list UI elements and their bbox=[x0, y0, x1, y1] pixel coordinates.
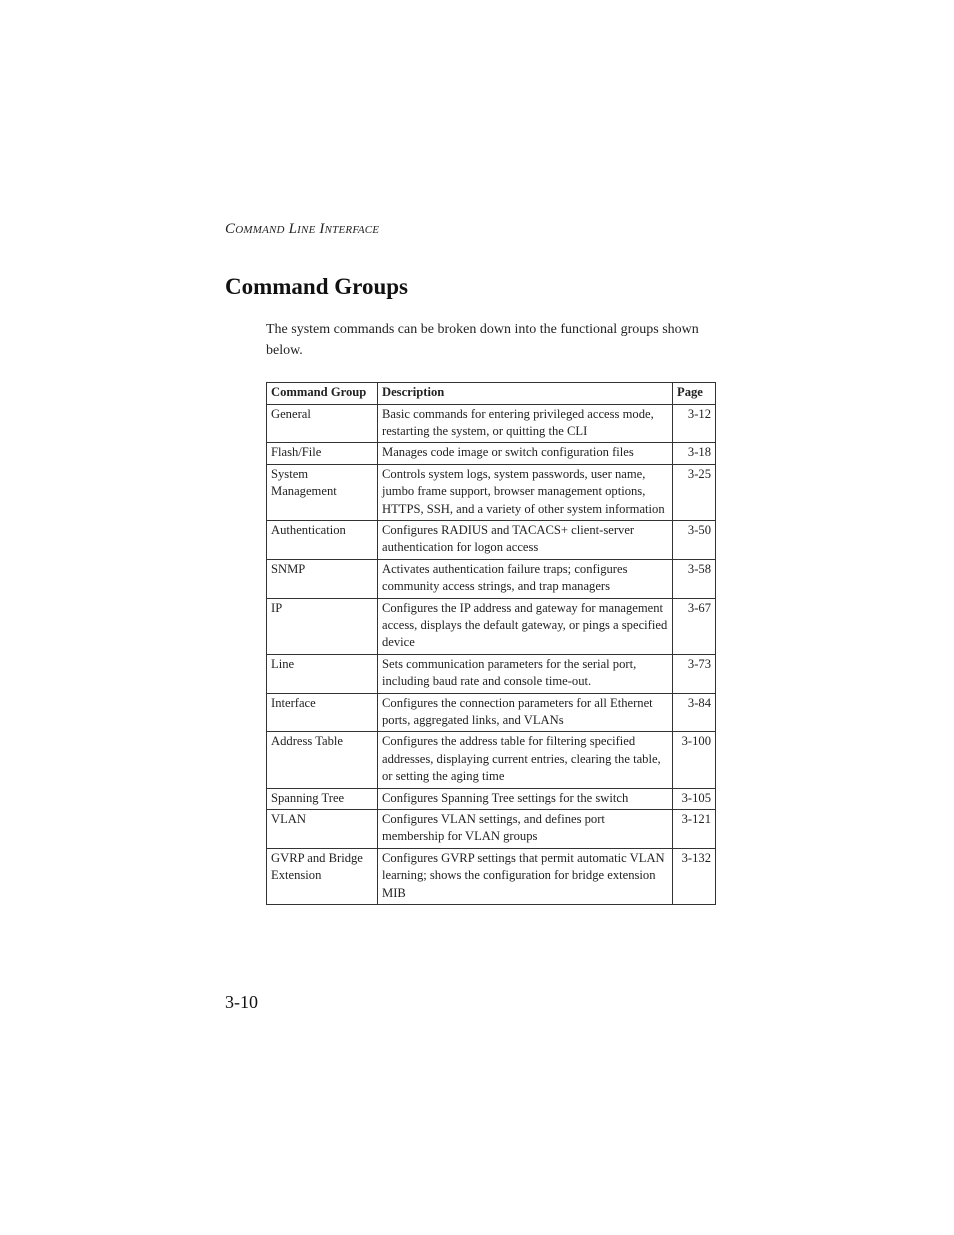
page-cell: 3-50 bbox=[673, 520, 716, 559]
table-row bbox=[267, 848, 716, 904]
command-group-cell: Line bbox=[267, 654, 378, 693]
description-cell: Configures the IP address and gateway for management access, displays the default gateway, or pings a specified device bbox=[378, 598, 673, 654]
running-header: Command Line Interface bbox=[225, 221, 380, 237]
page-cell: 3-100 bbox=[673, 732, 716, 788]
page-cell: 3-67 bbox=[673, 598, 716, 654]
command-group-cell: IP bbox=[267, 598, 378, 654]
description-cell: Controls system logs, system passwords, user name, jumbo frame support, browser management options, HTTPS, SSH, and a variety of other system information bbox=[378, 464, 673, 520]
command-groups-table bbox=[266, 382, 716, 905]
description-cell: Configures GVRP settings that permit automatic VLAN learning; shows the configuration for bridge extension MIB bbox=[378, 848, 673, 904]
column-header-page: Page bbox=[673, 383, 716, 405]
description-cell: Configures RADIUS and TACACS+ client-server authentication for logon access bbox=[378, 520, 673, 559]
table-row bbox=[267, 464, 716, 520]
table-row bbox=[267, 788, 716, 809]
command-group-cell: Address Table bbox=[267, 732, 378, 788]
page-cell: 3-25 bbox=[673, 464, 716, 520]
command-group-cell: Spanning Tree bbox=[267, 788, 378, 809]
column-header-command-group: Command Group bbox=[267, 383, 378, 405]
command-group-cell: Interface bbox=[267, 693, 378, 732]
table-row bbox=[267, 559, 716, 598]
intro-paragraph: The system commands can be broken down into the functional groups shown below. bbox=[266, 322, 699, 358]
table-row bbox=[267, 693, 716, 732]
page-cell: 3-84 bbox=[673, 693, 716, 732]
description-cell: Configures VLAN settings, and defines port membership for VLAN groups bbox=[378, 810, 673, 849]
description-cell: Configures Spanning Tree settings for the switch bbox=[378, 788, 673, 809]
description-cell: Sets communication parameters for the serial port, including baud rate and console time-out. bbox=[378, 654, 673, 693]
command-group-cell: GVRP and Bridge Extension bbox=[267, 848, 378, 904]
page-number: 3-10 bbox=[225, 992, 258, 1012]
command-group-cell: General bbox=[267, 404, 378, 443]
description-cell: Activates authentication failure traps; configures community access strings, and trap managers bbox=[378, 559, 673, 598]
table-row bbox=[267, 810, 716, 849]
page-cell: 3-58 bbox=[673, 559, 716, 598]
command-group-cell: SNMP bbox=[267, 559, 378, 598]
table-row bbox=[267, 520, 716, 559]
column-header-description: Description bbox=[378, 383, 673, 405]
command-group-cell: Flash/File bbox=[267, 443, 378, 464]
table-header-row bbox=[267, 383, 716, 405]
table-row bbox=[267, 654, 716, 693]
page-cell: 3-12 bbox=[673, 404, 716, 443]
description-cell: Configures the address table for filtering specified addresses, displaying current entries, clearing the table, or setting the aging time bbox=[378, 732, 673, 788]
table-row bbox=[267, 732, 716, 788]
description-cell: Basic commands for entering privileged access mode, restarting the system, or quitting the CLI bbox=[378, 404, 673, 443]
description-cell: Manages code image or switch configuration files bbox=[378, 443, 673, 464]
page-cell: 3-18 bbox=[673, 443, 716, 464]
command-group-cell: System Management bbox=[267, 464, 378, 520]
table-row bbox=[267, 598, 716, 654]
page-cell: 3-132 bbox=[673, 848, 716, 904]
page-cell: 3-105 bbox=[673, 788, 716, 809]
command-group-cell: VLAN bbox=[267, 810, 378, 849]
table-row bbox=[267, 404, 716, 443]
page-cell: 3-121 bbox=[673, 810, 716, 849]
page-title: Command Groups bbox=[225, 274, 408, 299]
table-row bbox=[267, 443, 716, 464]
description-cell: Configures the connection parameters for all Ethernet ports, aggregated links, and VLANs bbox=[378, 693, 673, 732]
command-group-cell: Authentication bbox=[267, 520, 378, 559]
page-cell: 3-73 bbox=[673, 654, 716, 693]
